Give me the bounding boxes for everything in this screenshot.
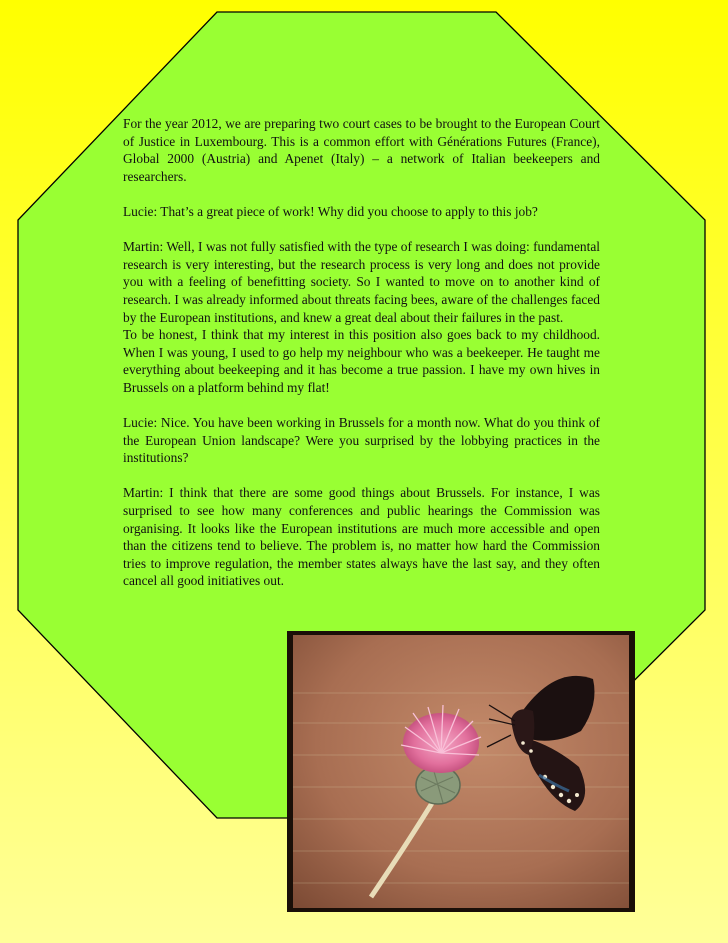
paragraph-lucie-question-2: Lucie: Nice. You have been working in Brussels for a month now. What do you think of the European Union landscape? Were you surprised by the lobbying practices in the institutions? [123,415,600,466]
paragraph-martin-answer-1: Martin: Well, I was not fully satisfied with the type of research I was doing: fundamental research is very interesting, but the research process is very long and does not provide you with a feeling of benefitting society. So I wanted to move on to another kind of research. I was already informed about threats facing bees, aware of the challenges faced by the European institutions, and knew a great deal about their failures in the past. [123,239,600,325]
paragraph-martin-answer-2: Martin: I think that there are some good things about Brussels. For instance, I was surprised to see how many conferences and public hearings the Commission was organising. It looks like the European institutions are much more accessible and open than the citizens tend to believe. The problem is, no matter how hard the Commission tries to improve regulation, the member states always have the last say, and they often cancel all good initiatives out. [123,485,600,589]
butterfly-photo-image [293,635,629,908]
paragraph-court-cases: For the year 2012, we are preparing two court cases to be brought to the European Court of Justice in Luxembourg. This is a common effort with Générations Futures (France), Global 2000 (Austria) and Apenet (Italy) – a network of Italian beekeepers and researchers. [123,116,600,184]
article-text [123,115,600,590]
paragraph-lucie-question-1: Lucie: That’s a great piece of work! Why did you choose to apply to this job? [123,203,538,219]
paragraph-martin-childhood: To be honest, I think that my interest in this position also goes back to my childhood. When I was young, I used to go help my neighbour who was a beekeeper. He taught me everything about beekeeping and it has become a true passion. I have my own hives in Brussels on a platform behind my flat! [123,327,600,395]
butterfly-photo [287,631,635,912]
